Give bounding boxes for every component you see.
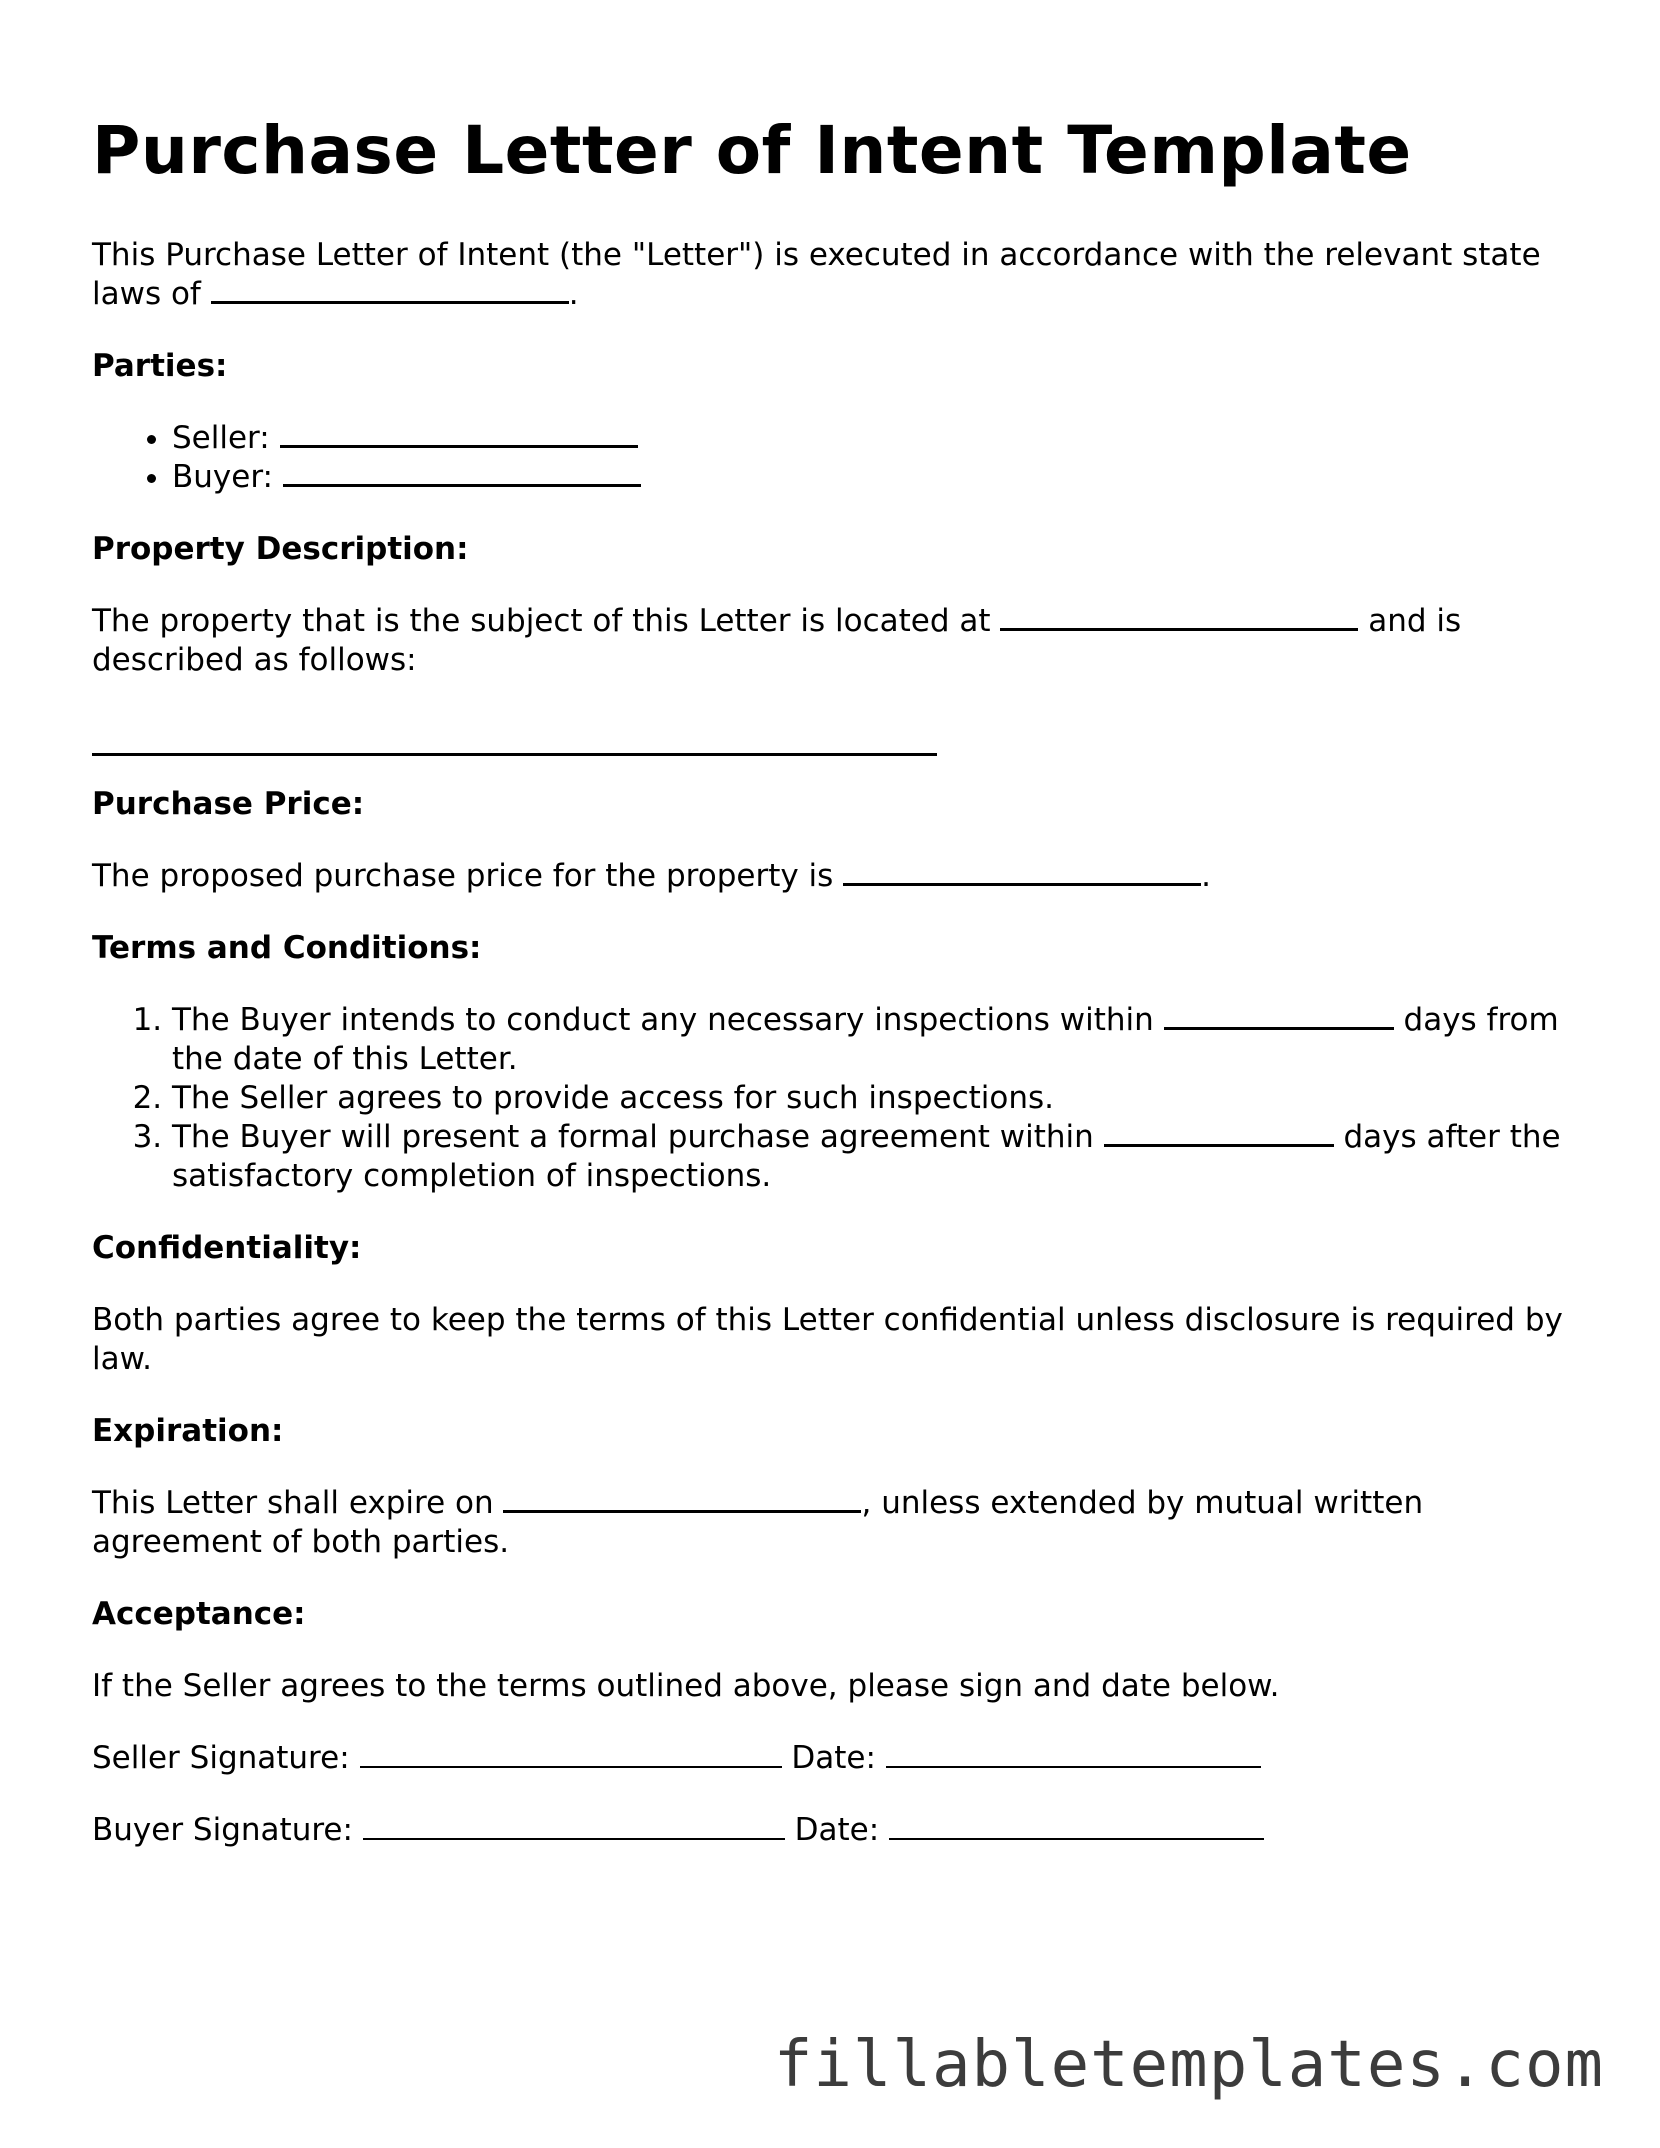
acceptance-paragraph: If the Seller agrees to the terms outlined above, please sign and date below.: [92, 1668, 1280, 1704]
price-text-end: .: [1201, 858, 1212, 894]
watermark: fillabletemplates.com: [773, 2028, 1604, 2102]
intro-paragraph: [92, 236, 1592, 314]
buyer-signature-line: [92, 1811, 1592, 1850]
seller-label: Seller:: [172, 420, 280, 456]
list-item: [172, 1079, 1592, 1118]
parties-heading: Parties:: [92, 348, 228, 384]
terms-list: [92, 1001, 1592, 1196]
property-heading: Property Description:: [92, 531, 469, 567]
confidentiality-paragraph: Both parties agree to keep the terms of this Letter confidential unless disclosure is required by law.: [92, 1302, 1563, 1377]
term-1-text-end: days from the date of this Letter.: [172, 1002, 1559, 1077]
page-title: Purchase Letter of Intent Template: [92, 112, 1412, 189]
list-item: [172, 458, 1592, 497]
price-heading: Purchase Price:: [92, 786, 365, 822]
seller-blank[interactable]: [280, 419, 638, 448]
list-item: [172, 1118, 1592, 1196]
acceptance-heading: Acceptance:: [92, 1596, 306, 1632]
price-paragraph: [92, 857, 1592, 896]
intro-text-end: .: [568, 276, 579, 312]
terms-heading: Terms and Conditions:: [92, 930, 482, 966]
document-page: [92, 110, 1592, 1883]
intro-text: This Purchase Letter of Intent (the "Letter") is executed in accordance with the relevant state laws of: [92, 237, 1541, 312]
property-paragraph: [92, 602, 1592, 680]
buyer-signature-blank[interactable]: [363, 1812, 785, 1840]
list-item: [172, 1001, 1592, 1079]
confidentiality-heading: Confidentiality:: [92, 1230, 362, 1266]
price-text: The proposed purchase price for the property is: [92, 858, 844, 894]
term-2-text: The Seller agrees to provide access for such inspections.: [172, 1080, 1055, 1116]
term-1-text: The Buyer intends to conduct any necessary inspections within: [172, 1002, 1164, 1038]
property-description-blank[interactable]: [92, 727, 937, 756]
price-blank[interactable]: [843, 857, 1201, 886]
seller-date-label: Date:: [781, 1740, 886, 1776]
buyer-blank[interactable]: [283, 458, 641, 487]
expiration-heading: Expiration:: [92, 1413, 284, 1449]
buyer-date-label: Date:: [784, 1812, 890, 1848]
seller-signature-label: Seller Signature:: [92, 1740, 360, 1776]
expiration-date-blank[interactable]: [503, 1484, 861, 1513]
term-3-text-end: days after the satisfactory completion of inspections.: [172, 1119, 1561, 1194]
buyer-signature-label: Buyer Signature:: [92, 1812, 363, 1848]
seller-signature-blank[interactable]: [360, 1740, 782, 1768]
property-description-row: [92, 713, 1592, 752]
buyer-label: Buyer:: [172, 459, 283, 495]
state-laws-blank[interactable]: [211, 275, 569, 304]
parties-list: [92, 419, 1592, 497]
seller-signature-line: [92, 1739, 1592, 1778]
property-text: The property that is the subject of this Letter is located at: [92, 603, 1001, 639]
expiration-paragraph: [92, 1484, 1592, 1562]
property-location-blank[interactable]: [1000, 602, 1358, 631]
expiration-text-end: , unless extended by mutual written agreement of both parties.: [92, 1485, 1424, 1560]
agreement-days-blank[interactable]: [1104, 1118, 1334, 1147]
list-item: [172, 419, 1592, 458]
expiration-text: This Letter shall expire on: [92, 1485, 504, 1521]
seller-date-blank[interactable]: [886, 1740, 1261, 1768]
inspection-days-blank[interactable]: [1164, 1001, 1394, 1030]
term-3-text: The Buyer will present a formal purchase agreement within: [172, 1119, 1104, 1155]
property-text-end: and is described as follows:: [92, 603, 1462, 678]
buyer-date-blank[interactable]: [889, 1812, 1264, 1840]
